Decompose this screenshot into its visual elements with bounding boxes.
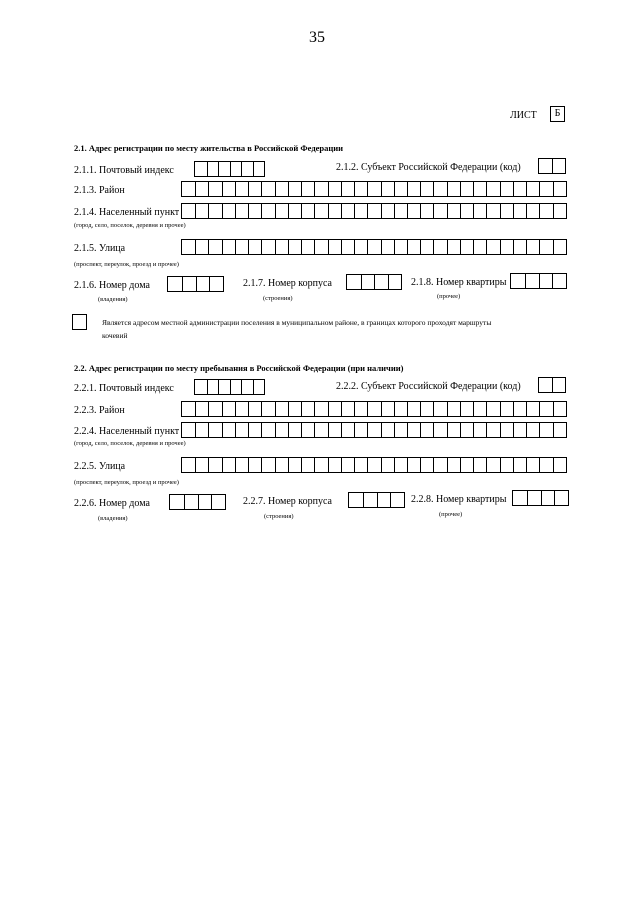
- field-cell[interactable]: [208, 402, 221, 416]
- field-cell[interactable]: [182, 402, 195, 416]
- stay-street-hint: (проспект, переулок, проезд и прочее): [74, 479, 179, 486]
- field-cell[interactable]: [241, 380, 253, 394]
- field-cell[interactable]: [301, 204, 314, 218]
- field-cell[interactable]: [526, 182, 539, 196]
- field-cell[interactable]: [301, 423, 314, 437]
- checkbox-note-line-1: Является адресом местной администрации поселения в муниципальном районе, в границах которого проходят маршруты: [102, 318, 492, 327]
- field-cell[interactable]: [539, 423, 552, 437]
- field-cell[interactable]: [513, 204, 526, 218]
- field-cell[interactable]: [207, 380, 219, 394]
- field-cell[interactable]: [433, 402, 446, 416]
- house-label: 2.1.6. Номер дома: [74, 280, 150, 291]
- field-cell[interactable]: [381, 402, 394, 416]
- field-cell[interactable]: [511, 274, 525, 288]
- field-cell[interactable]: [314, 423, 327, 437]
- subject-label: 2.1.2. Субъект Российской Федерации (код): [336, 162, 521, 173]
- field-cell[interactable]: [460, 240, 473, 254]
- field-cell[interactable]: [275, 204, 288, 218]
- field-cell[interactable]: [168, 277, 182, 291]
- district-label: 2.1.3. Район: [74, 185, 125, 196]
- building-label: 2.1.7. Номер корпуса: [243, 278, 332, 289]
- field-cell[interactable]: [275, 423, 288, 437]
- stay-house-field[interactable]: [169, 494, 226, 510]
- field-cell[interactable]: [301, 402, 314, 416]
- building-field[interactable]: [346, 274, 402, 290]
- nomadic-route-checkbox[interactable]: [72, 314, 87, 330]
- field-cell[interactable]: [235, 423, 248, 437]
- field-cell[interactable]: [235, 182, 248, 196]
- field-cell[interactable]: [354, 182, 367, 196]
- field-cell[interactable]: [407, 204, 420, 218]
- field-cell[interactable]: [447, 182, 460, 196]
- field-cell[interactable]: [195, 162, 207, 176]
- field-cell[interactable]: [222, 204, 235, 218]
- field-cell[interactable]: [248, 240, 261, 254]
- field-cell[interactable]: [208, 204, 221, 218]
- field-cell[interactable]: [553, 402, 566, 416]
- field-cell[interactable]: [363, 493, 377, 507]
- field-cell[interactable]: [354, 402, 367, 416]
- field-cell[interactable]: [433, 423, 446, 437]
- field-cell[interactable]: [552, 274, 566, 288]
- field-cell[interactable]: [195, 402, 208, 416]
- field-cell[interactable]: [394, 402, 407, 416]
- field-cell[interactable]: [367, 240, 380, 254]
- field-cell[interactable]: [381, 182, 394, 196]
- field-cell[interactable]: [407, 458, 420, 472]
- field-cell[interactable]: [328, 240, 341, 254]
- field-cell[interactable]: [235, 458, 248, 472]
- field-cell[interactable]: [230, 162, 242, 176]
- field-cell[interactable]: [500, 402, 513, 416]
- field-cell[interactable]: [253, 380, 265, 394]
- field-cell[interactable]: [288, 204, 301, 218]
- stay-building-field[interactable]: [348, 492, 405, 508]
- field-cell[interactable]: [473, 402, 486, 416]
- field-cell[interactable]: [314, 204, 327, 218]
- field-cell[interactable]: [195, 458, 208, 472]
- field-cell[interactable]: [447, 204, 460, 218]
- field-cell[interactable]: [367, 182, 380, 196]
- field-cell[interactable]: [347, 275, 361, 289]
- stay-street-label: 2.2.5. Улица: [74, 461, 126, 472]
- field-cell[interactable]: [367, 204, 380, 218]
- field-cell[interactable]: [473, 182, 486, 196]
- field-cell[interactable]: [553, 204, 566, 218]
- field-cell[interactable]: [354, 423, 367, 437]
- field-cell[interactable]: [420, 423, 433, 437]
- field-cell[interactable]: [407, 423, 420, 437]
- stay-postal-index-label: 2.2.1. Почтовый индекс: [74, 383, 174, 394]
- field-cell[interactable]: [539, 204, 552, 218]
- field-cell[interactable]: [361, 275, 375, 289]
- field-cell[interactable]: [288, 402, 301, 416]
- subject-code-field[interactable]: [538, 158, 566, 174]
- stay-apartment-field[interactable]: [512, 490, 569, 506]
- field-cell[interactable]: [526, 402, 539, 416]
- field-cell[interactable]: [367, 423, 380, 437]
- field-cell[interactable]: [341, 240, 354, 254]
- field-cell[interactable]: [433, 204, 446, 218]
- field-cell[interactable]: [248, 423, 261, 437]
- field-cell[interactable]: [460, 182, 473, 196]
- field-cell[interactable]: [447, 402, 460, 416]
- field-cell[interactable]: [208, 182, 221, 196]
- field-cell[interactable]: [553, 240, 566, 254]
- field-cell[interactable]: [553, 182, 566, 196]
- field-cell[interactable]: [341, 402, 354, 416]
- field-cell[interactable]: [208, 240, 221, 254]
- field-cell[interactable]: [394, 182, 407, 196]
- field-cell[interactable]: [541, 491, 555, 505]
- field-cell[interactable]: [275, 402, 288, 416]
- street-label: 2.1.5. Улица: [74, 243, 126, 254]
- field-cell[interactable]: [381, 458, 394, 472]
- field-cell[interactable]: [170, 495, 184, 509]
- field-cell[interactable]: [253, 162, 265, 176]
- field-cell[interactable]: [261, 204, 274, 218]
- field-cell[interactable]: [314, 402, 327, 416]
- field-cell[interactable]: [447, 240, 460, 254]
- field-cell[interactable]: [394, 458, 407, 472]
- field-cell[interactable]: [328, 204, 341, 218]
- section-2-title: 2.2. Адрес регистрации по месту пребывания в Российской Федерации (при наличии): [74, 363, 404, 373]
- stay-district-field[interactable]: [181, 401, 567, 417]
- field-cell[interactable]: [539, 402, 552, 416]
- field-cell[interactable]: [394, 423, 407, 437]
- stay-district-label: 2.2.3. Район: [74, 405, 125, 416]
- field-cell[interactable]: [500, 458, 513, 472]
- apartment-label: 2.1.8. Номер квартиры: [411, 277, 507, 288]
- field-cell[interactable]: [486, 240, 499, 254]
- stay-building-hint: (строения): [264, 513, 294, 520]
- field-cell[interactable]: [328, 402, 341, 416]
- stay-locality-hint: (город, село, поселок, деревня и прочее): [74, 440, 186, 447]
- sheet-value-box: Б: [550, 106, 565, 122]
- field-cell[interactable]: [182, 423, 195, 437]
- field-cell[interactable]: [222, 240, 235, 254]
- field-cell[interactable]: [301, 458, 314, 472]
- field-cell[interactable]: [539, 274, 553, 288]
- field-cell[interactable]: [211, 495, 225, 509]
- field-cell[interactable]: [500, 423, 513, 437]
- field-cell[interactable]: [394, 204, 407, 218]
- field-cell[interactable]: [222, 182, 235, 196]
- field-cell[interactable]: [486, 182, 499, 196]
- field-cell[interactable]: [261, 240, 274, 254]
- field-cell[interactable]: [367, 402, 380, 416]
- locality-hint: (город, село, поселок, деревня и прочее): [74, 222, 186, 229]
- field-cell[interactable]: [420, 458, 433, 472]
- field-cell[interactable]: [349, 493, 363, 507]
- field-cell[interactable]: [460, 458, 473, 472]
- field-cell[interactable]: [182, 204, 195, 218]
- field-cell[interactable]: [526, 458, 539, 472]
- field-cell[interactable]: [447, 458, 460, 472]
- field-cell[interactable]: [539, 378, 552, 392]
- stay-building-label: 2.2.7. Номер корпуса: [243, 496, 332, 507]
- field-cell[interactable]: [420, 182, 433, 196]
- field-cell[interactable]: [196, 277, 210, 291]
- field-cell[interactable]: [552, 159, 565, 173]
- field-cell[interactable]: [261, 182, 274, 196]
- field-cell[interactable]: [182, 240, 195, 254]
- checkbox-note-line-2: кочевий: [102, 331, 128, 340]
- field-cell[interactable]: [486, 458, 499, 472]
- field-cell[interactable]: [486, 402, 499, 416]
- field-cell[interactable]: [182, 182, 195, 196]
- apartment-hint: (прочее): [437, 293, 461, 300]
- field-cell[interactable]: [328, 423, 341, 437]
- postal-index-field[interactable]: [194, 161, 265, 177]
- field-cell[interactable]: [288, 182, 301, 196]
- field-cell[interactable]: [513, 402, 526, 416]
- field-cell[interactable]: [222, 423, 235, 437]
- field-cell[interactable]: [248, 204, 261, 218]
- field-cell[interactable]: [553, 423, 566, 437]
- field-cell[interactable]: [407, 240, 420, 254]
- field-cell[interactable]: [513, 458, 526, 472]
- field-cell[interactable]: [328, 182, 341, 196]
- sheet-label: ЛИСТ: [510, 110, 537, 121]
- field-cell[interactable]: [554, 491, 568, 505]
- field-cell[interactable]: [354, 204, 367, 218]
- street-hint: (проспект, переулок, проезд и прочее): [74, 261, 179, 268]
- field-cell[interactable]: [460, 423, 473, 437]
- field-cell[interactable]: [314, 240, 327, 254]
- district-field[interactable]: [181, 181, 567, 197]
- house-hint: (владения): [98, 296, 128, 303]
- field-cell[interactable]: [195, 423, 208, 437]
- field-cell[interactable]: [195, 204, 208, 218]
- field-cell[interactable]: [248, 182, 261, 196]
- field-cell[interactable]: [473, 204, 486, 218]
- field-cell[interactable]: [218, 162, 230, 176]
- stay-house-label: 2.2.6. Номер дома: [74, 498, 150, 509]
- page-number: 35: [309, 29, 325, 46]
- field-cell[interactable]: [235, 204, 248, 218]
- field-cell[interactable]: [513, 182, 526, 196]
- field-cell[interactable]: [222, 402, 235, 416]
- field-cell[interactable]: [374, 275, 388, 289]
- field-cell[interactable]: [407, 182, 420, 196]
- stay-locality-label: 2.2.4. Населенный пункт: [74, 426, 180, 437]
- field-cell[interactable]: [288, 423, 301, 437]
- field-cell[interactable]: [407, 402, 420, 416]
- field-cell[interactable]: [420, 402, 433, 416]
- field-cell[interactable]: [182, 458, 195, 472]
- postal-index-label: 2.1.1. Почтовый индекс: [74, 165, 174, 176]
- field-cell[interactable]: [500, 204, 513, 218]
- field-cell[interactable]: [526, 423, 539, 437]
- field-cell[interactable]: [527, 491, 541, 505]
- field-cell[interactable]: [184, 495, 198, 509]
- field-cell[interactable]: [381, 240, 394, 254]
- field-cell[interactable]: [553, 458, 566, 472]
- stay-house-hint: (владения): [98, 515, 128, 522]
- field-cell[interactable]: [473, 423, 486, 437]
- field-cell[interactable]: [420, 204, 433, 218]
- field-cell[interactable]: [222, 458, 235, 472]
- field-cell[interactable]: [207, 162, 219, 176]
- field-cell[interactable]: [248, 458, 261, 472]
- field-cell[interactable]: [388, 275, 402, 289]
- field-cell[interactable]: [377, 493, 391, 507]
- stay-subject-label: 2.2.2. Субъект Российской Федерации (код): [336, 381, 521, 392]
- stay-apartment-hint: (прочее): [439, 511, 463, 518]
- field-cell[interactable]: [248, 402, 261, 416]
- stay-street-field[interactable]: [181, 457, 567, 473]
- field-cell[interactable]: [314, 458, 327, 472]
- house-field[interactable]: [167, 276, 224, 292]
- field-cell[interactable]: [208, 458, 221, 472]
- field-cell[interactable]: [235, 402, 248, 416]
- field-cell[interactable]: [209, 277, 223, 291]
- field-cell[interactable]: [420, 240, 433, 254]
- field-cell[interactable]: [198, 495, 212, 509]
- field-cell[interactable]: [341, 423, 354, 437]
- field-cell[interactable]: [301, 182, 314, 196]
- locality-field[interactable]: [181, 203, 567, 219]
- field-cell[interactable]: [354, 458, 367, 472]
- field-cell[interactable]: [314, 182, 327, 196]
- field-cell[interactable]: [381, 423, 394, 437]
- field-cell[interactable]: [539, 182, 552, 196]
- field-cell[interactable]: [486, 423, 499, 437]
- field-cell[interactable]: [182, 277, 196, 291]
- field-cell[interactable]: [195, 182, 208, 196]
- field-cell[interactable]: [539, 159, 552, 173]
- field-cell[interactable]: [367, 458, 380, 472]
- field-cell[interactable]: [486, 204, 499, 218]
- section-1-title: 2.1. Адрес регистрации по месту жительства в Российской Федерации: [74, 143, 344, 153]
- field-cell[interactable]: [341, 204, 354, 218]
- field-cell[interactable]: [288, 458, 301, 472]
- field-cell[interactable]: [241, 162, 253, 176]
- field-cell[interactable]: [513, 491, 527, 505]
- field-cell[interactable]: [513, 240, 526, 254]
- field-cell[interactable]: [473, 458, 486, 472]
- field-cell[interactable]: [235, 240, 248, 254]
- field-cell[interactable]: [447, 423, 460, 437]
- field-cell[interactable]: [230, 380, 242, 394]
- field-cell[interactable]: [394, 240, 407, 254]
- stay-apartment-label: 2.2.8. Номер квартиры: [411, 494, 507, 505]
- field-cell[interactable]: [460, 204, 473, 218]
- field-cell[interactable]: [195, 240, 208, 254]
- field-cell[interactable]: [433, 182, 446, 196]
- field-cell[interactable]: [275, 240, 288, 254]
- field-cell[interactable]: [390, 493, 404, 507]
- field-cell[interactable]: [539, 240, 552, 254]
- field-cell[interactable]: [381, 204, 394, 218]
- field-cell[interactable]: [460, 402, 473, 416]
- field-cell[interactable]: [261, 458, 274, 472]
- stay-subject-code-field[interactable]: [538, 377, 566, 393]
- stay-postal-index-field[interactable]: [194, 379, 265, 395]
- field-cell[interactable]: [433, 458, 446, 472]
- field-cell[interactable]: [261, 423, 274, 437]
- field-cell[interactable]: [261, 402, 274, 416]
- field-cell[interactable]: [218, 380, 230, 394]
- field-cell[interactable]: [275, 182, 288, 196]
- field-cell[interactable]: [500, 240, 513, 254]
- field-cell[interactable]: [195, 380, 207, 394]
- field-cell[interactable]: [328, 458, 341, 472]
- field-cell[interactable]: [473, 240, 486, 254]
- field-cell[interactable]: [552, 378, 565, 392]
- field-cell[interactable]: [341, 182, 354, 196]
- field-cell[interactable]: [513, 423, 526, 437]
- field-cell[interactable]: [539, 458, 552, 472]
- building-hint: (строения): [263, 295, 293, 302]
- field-cell[interactable]: [288, 240, 301, 254]
- field-cell[interactable]: [525, 274, 539, 288]
- apartment-field[interactable]: [510, 273, 567, 289]
- field-cell[interactable]: [526, 240, 539, 254]
- field-cell[interactable]: [433, 240, 446, 254]
- field-cell[interactable]: [341, 458, 354, 472]
- field-cell[interactable]: [301, 240, 314, 254]
- street-field[interactable]: [181, 239, 567, 255]
- locality-label: 2.1.4. Населенный пункт: [74, 207, 180, 218]
- field-cell[interactable]: [275, 458, 288, 472]
- field-cell[interactable]: [526, 204, 539, 218]
- field-cell[interactable]: [354, 240, 367, 254]
- field-cell[interactable]: [500, 182, 513, 196]
- field-cell[interactable]: [208, 423, 221, 437]
- stay-locality-field[interactable]: [181, 422, 567, 438]
